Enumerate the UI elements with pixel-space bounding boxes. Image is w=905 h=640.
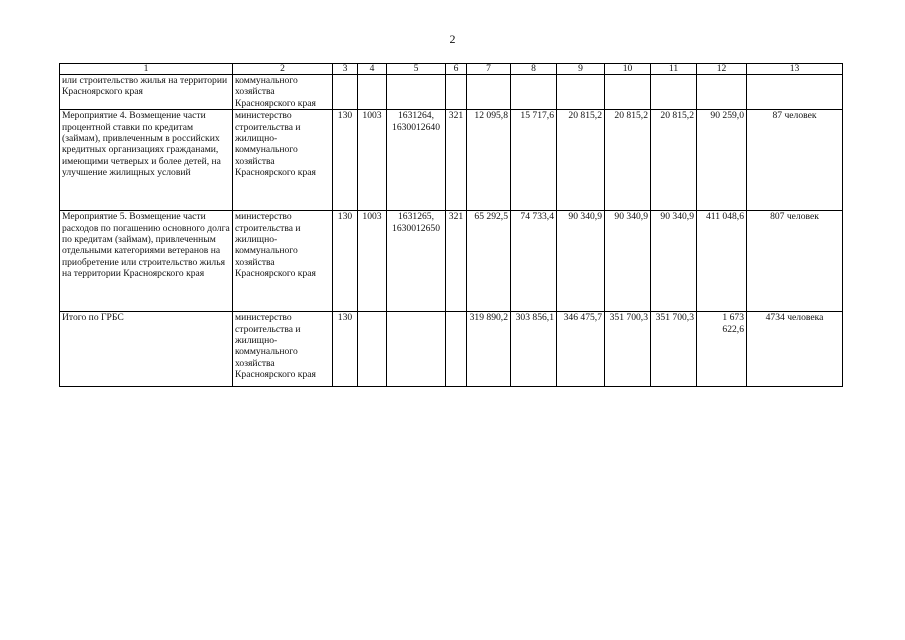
table-row xyxy=(60,75,843,110)
cell-target-code: 1631264, 1630012640 xyxy=(387,110,446,211)
cell-amount-8: 303 856,1 xyxy=(511,312,557,387)
cell-total xyxy=(697,75,747,110)
cell-description: Итого по ГРБС xyxy=(60,312,233,387)
header-col-3: 3 xyxy=(333,64,358,75)
cell-section-code: 1003 xyxy=(358,110,387,211)
cell-amount-9: 20 815,2 xyxy=(557,110,605,211)
table-row-total xyxy=(60,312,843,387)
header-col-12: 12 xyxy=(697,64,747,75)
cell-result: 87 человек xyxy=(747,110,843,211)
header-row xyxy=(60,64,843,75)
cell-expense-type xyxy=(446,312,467,387)
cell-amount-8 xyxy=(511,75,557,110)
cell-amount-11 xyxy=(651,75,697,110)
cell-description: Мероприятие 5. Возмещение части расходов по погашению основного долга по кредитам (займам), привлеченным отдельными категориями ветеранов на приобретение или строительство жилья на территории Красноярского края xyxy=(60,211,233,312)
cell-result: 4734 человека xyxy=(747,312,843,387)
cell-amount-9 xyxy=(557,75,605,110)
cell-amount-11: 351 700,3 xyxy=(651,312,697,387)
cell-description: Мероприятие 4. Возмещение части процентной ставки по кредитам (займам), привлеченным в российских кредитных организациях гражданами, имеющими четверых и более детей, на улучшение жилищных условий xyxy=(60,110,233,211)
cell-amount-7: 319 890,2 xyxy=(467,312,511,387)
header-col-5: 5 xyxy=(387,64,446,75)
table-row xyxy=(60,110,843,211)
cell-result xyxy=(747,75,843,110)
cell-grbs-code: 130 xyxy=(333,211,358,312)
cell-total: 411 048,6 xyxy=(697,211,747,312)
cell-agency: коммунального хозяйства Красноярского края xyxy=(233,75,333,110)
cell-section-code xyxy=(358,75,387,110)
cell-amount-11: 20 815,2 xyxy=(651,110,697,211)
cell-target-code xyxy=(387,312,446,387)
cell-amount-10 xyxy=(605,75,651,110)
cell-amount-9: 90 340,9 xyxy=(557,211,605,312)
cell-grbs-code: 130 xyxy=(333,312,358,387)
cell-amount-7 xyxy=(467,75,511,110)
cell-agency: министерство строительства и жилищно- коммунального хозяйства Красноярского края xyxy=(233,211,333,312)
header-col-7: 7 xyxy=(467,64,511,75)
cell-agency: министерство строительства и жилищно- коммунального хозяйства Красноярского края xyxy=(233,312,333,387)
cell-amount-11: 90 340,9 xyxy=(651,211,697,312)
cell-section-code: 1003 xyxy=(358,211,387,312)
cell-total: 1 673 622,6 xyxy=(697,312,747,387)
cell-amount-9: 346 475,7 xyxy=(557,312,605,387)
header-col-6: 6 xyxy=(446,64,467,75)
page-number: 2 xyxy=(449,32,456,46)
header-col-9: 9 xyxy=(557,64,605,75)
header-col-11: 11 xyxy=(651,64,697,75)
header-col-4: 4 xyxy=(358,64,387,75)
cell-total: 90 259,0 xyxy=(697,110,747,211)
cell-amount-10: 90 340,9 xyxy=(605,211,651,312)
header-col-1: 1 xyxy=(60,64,233,75)
cell-section-code xyxy=(358,312,387,387)
cell-amount-10: 351 700,3 xyxy=(605,312,651,387)
header-col-10: 10 xyxy=(605,64,651,75)
cell-expense-type: 321 xyxy=(446,110,467,211)
cell-target-code: 1631265, 1630012650 xyxy=(387,211,446,312)
cell-amount-10: 20 815,2 xyxy=(605,110,651,211)
cell-amount-7: 12 095,8 xyxy=(467,110,511,211)
cell-expense-type xyxy=(446,75,467,110)
cell-expense-type: 321 xyxy=(446,211,467,312)
header-col-13: 13 xyxy=(747,64,843,75)
cell-agency: министерство строительства и жилищно- коммунального хозяйства Красноярского края xyxy=(233,110,333,211)
header-col-8: 8 xyxy=(511,64,557,75)
cell-grbs-code xyxy=(333,75,358,110)
cell-target-code xyxy=(387,75,446,110)
cell-description: или строительство жилья на территории Красноярского края xyxy=(60,75,233,110)
table-row xyxy=(60,211,843,312)
budget-table xyxy=(59,63,843,387)
cell-result: 807 человек xyxy=(747,211,843,312)
cell-amount-8: 15 717,6 xyxy=(511,110,557,211)
cell-amount-8: 74 733,4 xyxy=(511,211,557,312)
header-col-2: 2 xyxy=(233,64,333,75)
cell-amount-7: 65 292,5 xyxy=(467,211,511,312)
cell-grbs-code: 130 xyxy=(333,110,358,211)
